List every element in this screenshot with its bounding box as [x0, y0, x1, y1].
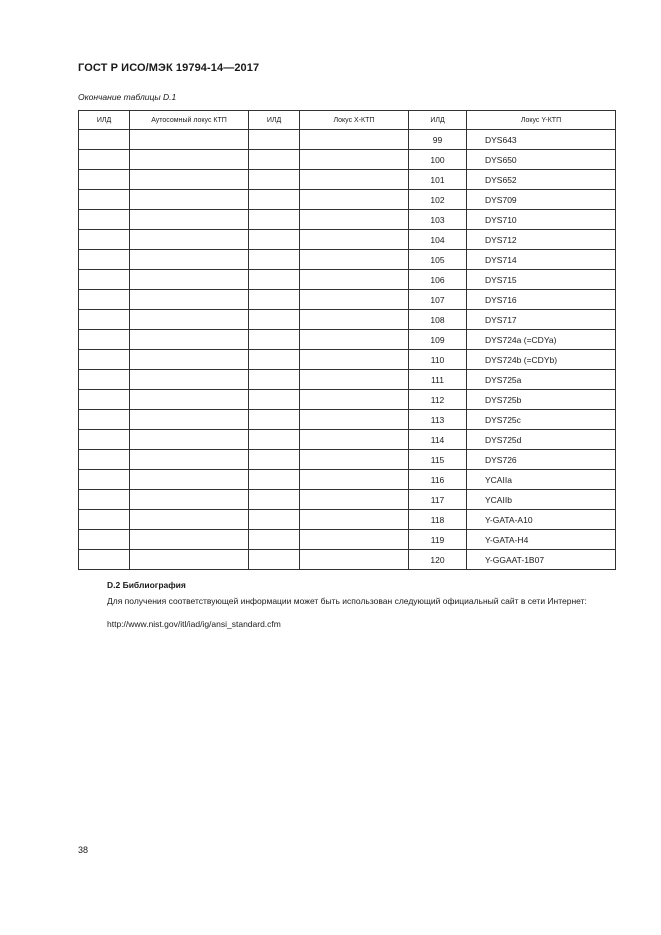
table-row — [79, 250, 616, 270]
empty-cell — [300, 430, 409, 450]
y-locus-cell: DYS726 — [467, 450, 616, 470]
ild-cell: 114 — [409, 430, 467, 450]
data-table — [78, 110, 616, 570]
y-locus-cell: DYS652 — [467, 170, 616, 190]
empty-cell — [300, 330, 409, 350]
y-locus-cell: Y-GATA-H4 — [467, 530, 616, 550]
table-row — [79, 270, 616, 290]
table-row — [79, 530, 616, 550]
table-caption: Окончание таблицы D.1 — [78, 92, 177, 102]
empty-cell — [249, 390, 300, 410]
y-locus-cell: DYS714 — [467, 250, 616, 270]
y-locus-cell: DYS724a (=CDYa) — [467, 330, 616, 350]
empty-cell — [130, 490, 249, 510]
empty-cell — [130, 370, 249, 390]
empty-cell — [249, 230, 300, 250]
empty-cell — [249, 470, 300, 490]
empty-cell — [249, 510, 300, 530]
y-locus-cell: DYS717 — [467, 310, 616, 330]
empty-cell — [249, 130, 300, 150]
table-row — [79, 310, 616, 330]
empty-cell — [79, 330, 130, 350]
empty-cell — [79, 370, 130, 390]
empty-cell — [79, 410, 130, 430]
table-row — [79, 290, 616, 310]
ild-cell: 107 — [409, 290, 467, 310]
table-row — [79, 350, 616, 370]
empty-cell — [249, 150, 300, 170]
table-row — [79, 130, 616, 150]
empty-cell — [300, 310, 409, 330]
section-title: D.2 Библиография — [107, 580, 186, 590]
empty-cell — [300, 410, 409, 430]
empty-cell — [249, 410, 300, 430]
column-header: Аутосомный локус КТП — [130, 111, 249, 130]
empty-cell — [130, 150, 249, 170]
empty-cell — [249, 330, 300, 350]
empty-cell — [130, 170, 249, 190]
empty-cell — [79, 530, 130, 550]
table-body — [79, 130, 616, 570]
empty-cell — [79, 190, 130, 210]
ild-cell: 111 — [409, 370, 467, 390]
empty-cell — [79, 510, 130, 530]
bibliography-link[interactable]: http://www.nist.gov/itl/iad/ig/ansi_standard.cfm — [107, 619, 281, 629]
empty-cell — [79, 170, 130, 190]
ild-cell: 116 — [409, 470, 467, 490]
y-locus-cell: DYS643 — [467, 130, 616, 150]
table-row — [79, 210, 616, 230]
page-number: 38 — [78, 845, 89, 855]
empty-cell — [300, 530, 409, 550]
column-header: Локус X-КТП — [300, 111, 409, 130]
empty-cell — [79, 350, 130, 370]
empty-cell — [130, 530, 249, 550]
empty-cell — [249, 270, 300, 290]
empty-cell — [79, 230, 130, 250]
table-row — [79, 230, 616, 250]
y-locus-cell: DYS712 — [467, 230, 616, 250]
empty-cell — [249, 550, 300, 570]
y-locus-cell: DYS725a — [467, 370, 616, 390]
empty-cell — [249, 530, 300, 550]
empty-cell — [300, 250, 409, 270]
empty-cell — [249, 190, 300, 210]
empty-cell — [300, 370, 409, 390]
ild-cell: 105 — [409, 250, 467, 270]
empty-cell — [249, 450, 300, 470]
empty-cell — [300, 390, 409, 410]
empty-cell — [130, 130, 249, 150]
ild-cell: 106 — [409, 270, 467, 290]
ild-cell: 120 — [409, 550, 467, 570]
column-header: ИЛД — [409, 111, 467, 130]
ild-cell: 113 — [409, 410, 467, 430]
y-locus-cell: DYS709 — [467, 190, 616, 210]
empty-cell — [79, 490, 130, 510]
table-row — [79, 450, 616, 470]
table-row — [79, 410, 616, 430]
empty-cell — [300, 490, 409, 510]
empty-cell — [300, 150, 409, 170]
empty-cell — [79, 450, 130, 470]
y-locus-cell: DYS650 — [467, 150, 616, 170]
y-locus-cell: DYS724b (=CDYb) — [467, 350, 616, 370]
empty-cell — [300, 550, 409, 570]
empty-cell — [79, 150, 130, 170]
empty-cell — [130, 230, 249, 250]
empty-cell — [130, 550, 249, 570]
empty-cell — [130, 250, 249, 270]
empty-cell — [300, 450, 409, 470]
empty-cell — [130, 270, 249, 290]
empty-cell — [79, 130, 130, 150]
empty-cell — [249, 210, 300, 230]
empty-cell — [130, 210, 249, 230]
empty-cell — [79, 470, 130, 490]
empty-cell — [300, 190, 409, 210]
empty-cell — [300, 170, 409, 190]
empty-cell — [130, 430, 249, 450]
table-row — [79, 390, 616, 410]
empty-cell — [79, 210, 130, 230]
y-locus-cell: Y-GATA-A10 — [467, 510, 616, 530]
empty-cell — [249, 350, 300, 370]
table-row — [79, 470, 616, 490]
table-header-row — [79, 111, 616, 130]
y-locus-cell: YCAIIb — [467, 490, 616, 510]
empty-cell — [79, 390, 130, 410]
empty-cell — [130, 350, 249, 370]
table-row — [79, 170, 616, 190]
table-row — [79, 330, 616, 350]
table-row — [79, 430, 616, 450]
ild-cell: 99 — [409, 130, 467, 150]
empty-cell — [130, 450, 249, 470]
empty-cell — [300, 130, 409, 150]
empty-cell — [249, 290, 300, 310]
table-row — [79, 150, 616, 170]
empty-cell — [130, 410, 249, 430]
y-locus-cell: YCAIIa — [467, 470, 616, 490]
ild-cell: 110 — [409, 350, 467, 370]
ild-cell: 100 — [409, 150, 467, 170]
ild-cell: 103 — [409, 210, 467, 230]
empty-cell — [79, 250, 130, 270]
empty-cell — [130, 310, 249, 330]
empty-cell — [79, 430, 130, 450]
empty-cell — [300, 510, 409, 530]
ild-cell: 115 — [409, 450, 467, 470]
y-locus-cell: Y-GGAAT-1B07 — [467, 550, 616, 570]
y-locus-cell: DYS725c — [467, 410, 616, 430]
empty-cell — [130, 390, 249, 410]
ild-cell: 109 — [409, 330, 467, 350]
empty-cell — [300, 210, 409, 230]
empty-cell — [79, 270, 130, 290]
empty-cell — [300, 290, 409, 310]
column-header: Локус Y-КТП — [467, 111, 616, 130]
document-header: ГОСТ Р ИСО/МЭК 19794-14—2017 — [78, 62, 260, 74]
ild-cell: 118 — [409, 510, 467, 530]
table-row — [79, 510, 616, 530]
empty-cell — [79, 310, 130, 330]
y-locus-cell: DYS716 — [467, 290, 616, 310]
empty-cell — [79, 290, 130, 310]
empty-cell — [130, 470, 249, 490]
table-row — [79, 490, 616, 510]
empty-cell — [300, 230, 409, 250]
empty-cell — [130, 290, 249, 310]
ild-cell: 119 — [409, 530, 467, 550]
empty-cell — [130, 510, 249, 530]
empty-cell — [79, 550, 130, 570]
ild-cell: 112 — [409, 390, 467, 410]
empty-cell — [130, 190, 249, 210]
empty-cell — [249, 250, 300, 270]
ild-cell: 104 — [409, 230, 467, 250]
empty-cell — [249, 370, 300, 390]
empty-cell — [130, 330, 249, 350]
ild-cell: 101 — [409, 170, 467, 190]
empty-cell — [249, 310, 300, 330]
y-locus-cell: DYS725d — [467, 430, 616, 450]
ild-cell: 102 — [409, 190, 467, 210]
empty-cell — [300, 270, 409, 290]
empty-cell — [300, 470, 409, 490]
empty-cell — [249, 170, 300, 190]
table-row — [79, 550, 616, 570]
table-row — [79, 190, 616, 210]
column-header: ИЛД — [249, 111, 300, 130]
table-row — [79, 370, 616, 390]
empty-cell — [300, 350, 409, 370]
column-header: ИЛД — [79, 111, 130, 130]
y-locus-cell: DYS710 — [467, 210, 616, 230]
empty-cell — [249, 430, 300, 450]
bibliography-text: Для получения соответствующей информации может быть использован следующий официальный сайт в сети Интернет: — [107, 596, 587, 606]
ild-cell: 108 — [409, 310, 467, 330]
empty-cell — [249, 490, 300, 510]
y-locus-cell: DYS725b — [467, 390, 616, 410]
ild-cell: 117 — [409, 490, 467, 510]
y-locus-cell: DYS715 — [467, 270, 616, 290]
